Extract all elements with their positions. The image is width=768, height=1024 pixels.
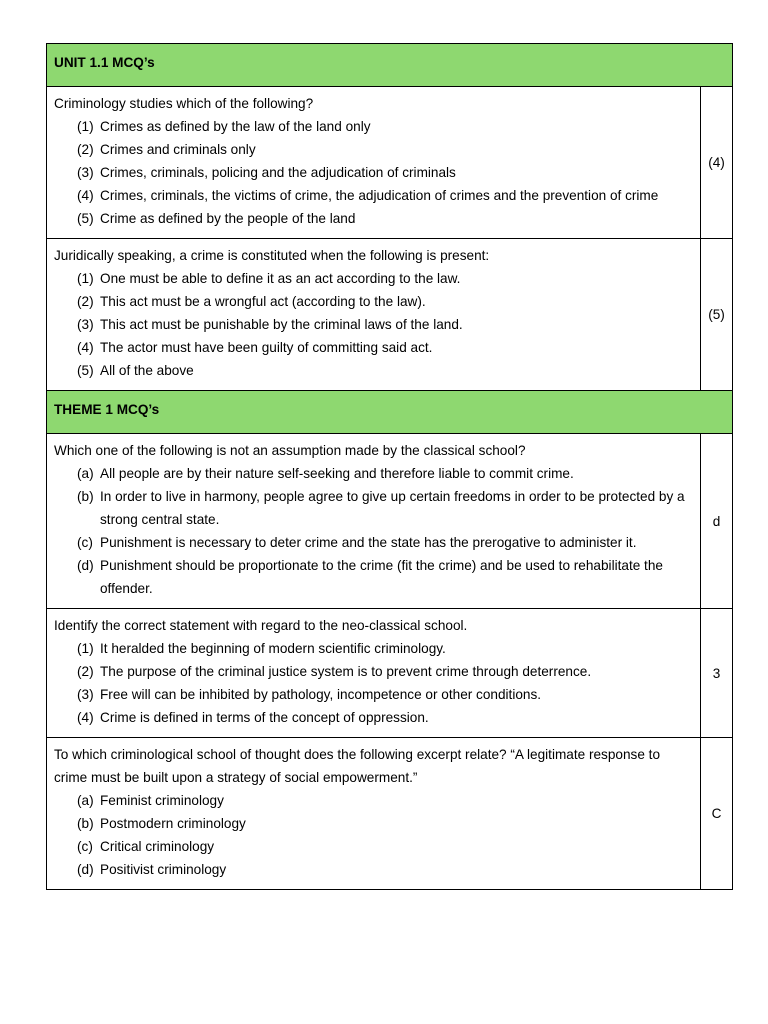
option-number: (d) [77,862,94,877]
option-number: (4) [77,188,94,203]
answer-cell: (4) [701,87,733,239]
option-text: In order to live in harmony, people agree to give up certain freedoms in order to be protected by a strong central state. [100,489,685,527]
section-header-row [47,391,733,434]
question-stem: Juridically speaking, a crime is constituted when the following is present: [54,248,490,263]
question-row [47,87,733,239]
option-text: Crimes as defined by the law of the land only [100,119,371,134]
option-item [77,683,689,706]
option-number: (1) [77,641,94,656]
option-number: (b) [77,489,94,504]
option-number: (2) [77,142,94,157]
option-number: (c) [77,839,93,854]
question-cell [47,434,701,609]
option-number: (b) [77,816,94,831]
question-stem: Criminology studies which of the following? [54,96,314,111]
option-item [77,115,689,138]
section-header-row [47,44,733,87]
option-text: Feminist criminology [100,793,224,808]
option-item [77,706,689,729]
option-number: (5) [77,363,94,378]
option-number: (d) [77,558,94,573]
question-row [47,239,733,391]
option-item [77,485,689,531]
option-item [77,336,689,359]
option-text: This act must be punishable by the criminal laws of the land. [100,317,463,332]
option-text: Positivist criminology [100,862,227,877]
option-number: (a) [77,793,94,808]
answer-cell: C [701,738,733,890]
question-stem: To which criminological school of thought does the following excerpt relate? “A legitimate response to crime must be built upon a strategy of social empowerment.” [54,747,661,785]
option-item [77,835,689,858]
option-text: All people are by their nature self-seeking and therefore liable to commit crime. [100,466,574,481]
option-text: Free will can be inhibited by pathology, incompetence or other conditions. [100,687,542,702]
question-row [47,434,733,609]
option-text: Crimes, criminals, the victims of crime, the adjudication of crimes and the prevention of crime [100,188,659,203]
option-item [77,531,689,554]
option-item [77,858,689,881]
option-item [77,138,689,161]
option-text: Postmodern criminology [100,816,246,831]
option-number: (3) [77,165,94,180]
option-item [77,267,689,290]
option-item [77,637,689,660]
question-stem: Which one of the following is not an assumption made by the classical school? [54,443,526,458]
question-cell [47,239,701,391]
options-list [54,462,689,600]
option-item [77,313,689,336]
option-text: Punishment should be proportionate to the crime (fit the crime) and be used to rehabilitate the offender. [100,558,663,596]
option-item [77,554,689,600]
options-list [54,267,689,382]
option-item [77,660,689,683]
option-text: Crime is defined in terms of the concept of oppression. [100,710,429,725]
option-text: Critical criminology [100,839,215,854]
option-text: Crimes and criminals only [100,142,256,157]
section-title: UNIT 1.1 MCQ’s [47,44,733,87]
question-row [47,609,733,738]
option-text: This act must be a wrongful act (according to the law). [100,294,426,309]
answer-cell: (5) [701,239,733,391]
section-title: THEME 1 MCQ’s [47,391,733,434]
option-text: Crimes, criminals, policing and the adjudication of criminals [100,165,456,180]
option-number: (a) [77,466,94,481]
option-item [77,359,689,382]
question-cell [47,738,701,890]
options-list [54,115,689,230]
option-number: (5) [77,211,94,226]
option-item [77,207,689,230]
option-text: The purpose of the criminal justice system is to prevent crime through deterrence. [100,664,592,679]
question-cell [47,609,701,738]
option-number: (1) [77,119,94,134]
option-item [77,290,689,313]
option-number: (2) [77,294,94,309]
options-list [54,637,689,729]
option-item [77,184,689,207]
answer-cell: d [701,434,733,609]
option-text: Crime as defined by the people of the land [100,211,356,226]
option-text: It heralded the beginning of modern scientific criminology. [100,641,446,656]
option-number: (4) [77,710,94,725]
option-item [77,789,689,812]
answer-cell: 3 [701,609,733,738]
option-number: (3) [77,687,94,702]
option-text: Punishment is necessary to deter crime and the state has the prerogative to administer it. [100,535,637,550]
option-item [77,161,689,184]
option-item [77,462,689,485]
option-number: (1) [77,271,94,286]
question-cell [47,87,701,239]
option-text: The actor must have been guilty of committing said act. [100,340,433,355]
option-text: One must be able to define it as an act according to the law. [100,271,461,286]
question-stem: Identify the correct statement with regard to the neo-classical school. [54,618,468,633]
option-number: (c) [77,535,93,550]
question-row [47,738,733,890]
mcq-table [46,43,733,890]
option-number: (2) [77,664,94,679]
options-list [54,789,689,881]
option-text: All of the above [100,363,194,378]
option-number: (4) [77,340,94,355]
option-item [77,812,689,835]
option-number: (3) [77,317,94,332]
